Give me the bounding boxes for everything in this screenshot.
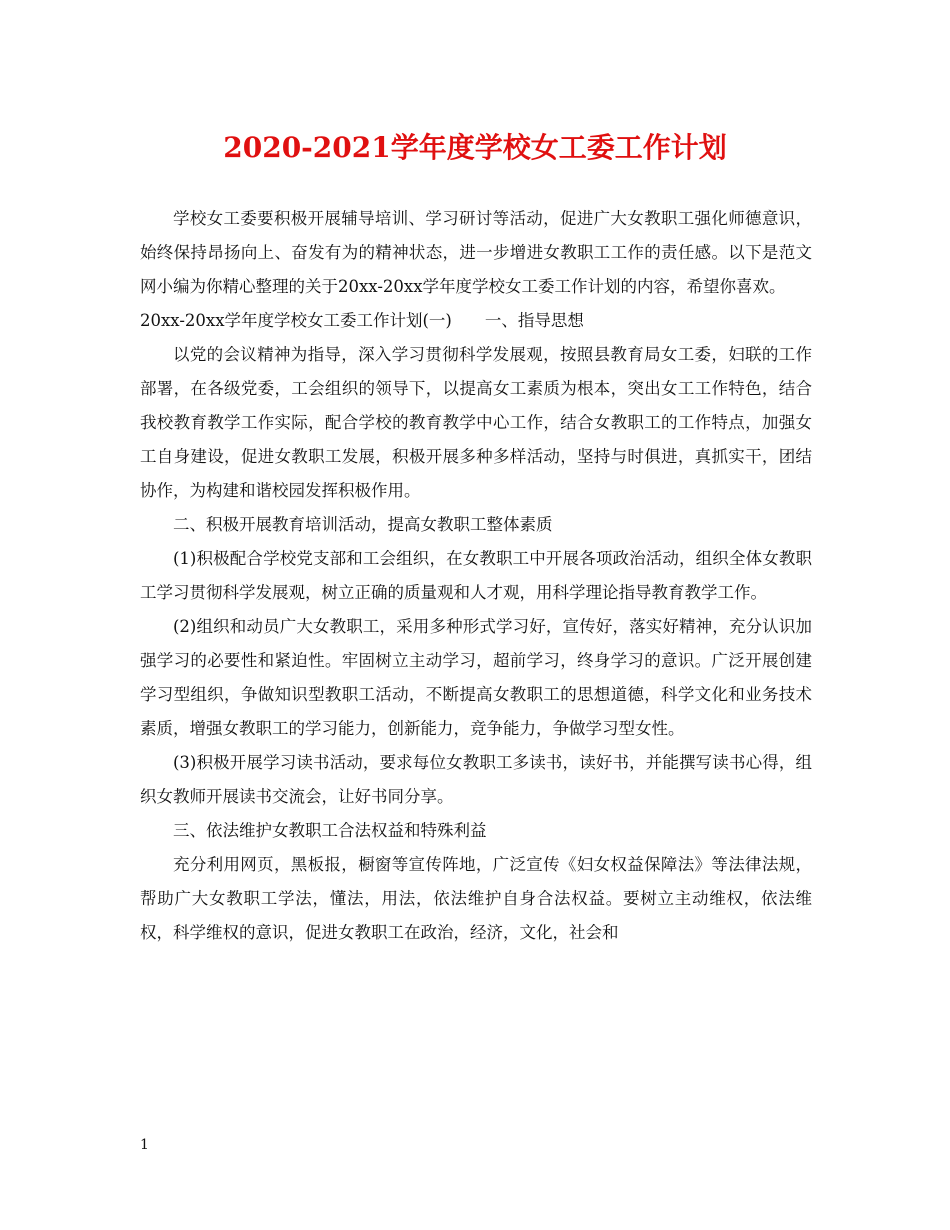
document-body: [140, 202, 812, 950]
paragraph: 以党的会议精神为指导，深入学习贯彻科学发展观，按照县教育局女工委，妇联的工作部署，在各级党委，工会组织的领导下，以提高女工素质为根本，突出女工工作特色，结合我校教育教学工作实际，配合学校的教育教学中心工作，结合女教职工的工作特点，加强女工自身建设，促进女教职工发展，积极开展多种多样活动，坚持与时俱进，真抓实干，团结协作，为构建和谐校园发挥积极作用。: [140, 345, 812, 500]
paragraph: 充分利用网页，黑板报，橱窗等宣传阵地，广泛宣传《妇女权益保障法》等法律法规，帮助广大女教职工学法，懂法，用法，依法维护自身合法权益。要树立主动维权，依法维权，科学维权的意识，促进女教职工在政治，经济，文化，社会和: [140, 855, 812, 942]
paragraph: (2)组织和动员广大女教职工，采用多种形式学习好，宣传好，落实好精神，充分认识加强学习的必要性和紧迫性。牢固树立主动学习，超前学习，终身学习的意识。广泛开展创建学习型组织，争做知识型教职工活动，不断提高女教职工的思想道德，科学文化和业务技术素质，增强女教职工的学习能力，创新能力，竞争能力，争做学习型女性。: [140, 617, 812, 738]
paragraph: 三、依法维护女教职工合法权益和特殊利益: [173, 821, 487, 840]
paragraph: 二、积极开展教育培训活动，提高女教职工整体素质: [173, 515, 553, 534]
paragraph: 20xx-20xx学年度学校女工委工作计划(一) 一、指导思想: [140, 311, 584, 330]
document-title: 2020-2021学年度学校女工委工作计划: [223, 131, 727, 164]
paragraph: 学校女工委要积极开展辅导培训、学习研讨等活动，促进广大女教职工强化师德意识，始终保持昂扬向上、奋发有为的精神状态，进一步增进女教职工工作的责任感。以下是范文网小编为你精心整理的关于20xx-20xx学年度学校女工委工作计划的内容，希望你喜欢。: [140, 209, 812, 296]
page-number: 1: [140, 1137, 149, 1153]
paragraph: (1)积极配合学校党支部和工会组织，在女教职工中开展各项政治活动，组织全体女教职工学习贯彻科学发展观，树立正确的质量观和人才观，用科学理论指导教育教学工作。: [140, 549, 812, 602]
paragraph: (3)积极开展学习读书活动，要求每位女教职工多读书，读好书，并能撰写读书心得，组织女教师开展读书交流会，让好书同分享。: [140, 753, 812, 806]
